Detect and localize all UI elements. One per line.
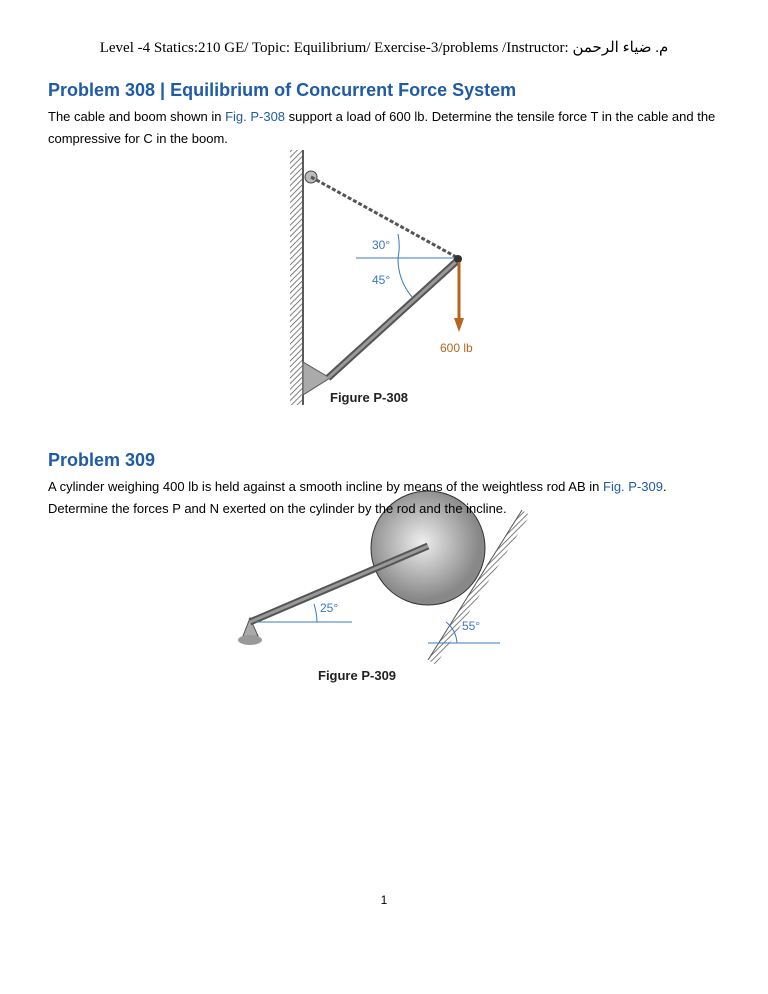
text: support a load of 600 lb. Determine the tensile force T in the cable and the compressive for C in the boom. — [48, 109, 716, 146]
problem-308-title: Problem 308 | Equilibrium of Concurrent Force System — [48, 80, 517, 100]
load-label: 600 lb — [440, 341, 473, 355]
text: A cylinder weighing 400 lb is held against a smooth incline by means of the weightless rod AB in — [48, 479, 603, 494]
problem-309-text — [48, 476, 728, 520]
angle-45-label: 45° — [372, 273, 391, 287]
text: The cable and boom shown in — [48, 109, 226, 124]
figure-link-p309[interactable]: Fig. P-309 — [603, 479, 663, 494]
text: . Determine the forces P and N exerted on the cylinder by the rod and the incline. — [48, 479, 667, 516]
problem-309-title: Problem 309 — [48, 450, 156, 470]
angle-30-label: 30° — [372, 238, 391, 252]
figure-caption: Figure P-308 — [330, 390, 409, 405]
figure-caption: Figure P-309 — [318, 668, 397, 683]
page-header: Level -4 Statics:210 GE/ Topic: Equilibrium/ Exercise-3/problems /Instructor: م. ضياء الرحمن — [99, 40, 669, 56]
angle-55-label: 55° — [462, 619, 481, 633]
wall — [290, 150, 302, 405]
page-number: 1 — [380, 893, 388, 907]
angle-25-label: 25° — [320, 601, 339, 615]
figure-link-p308[interactable]: Fig. P-308 — [225, 109, 286, 124]
